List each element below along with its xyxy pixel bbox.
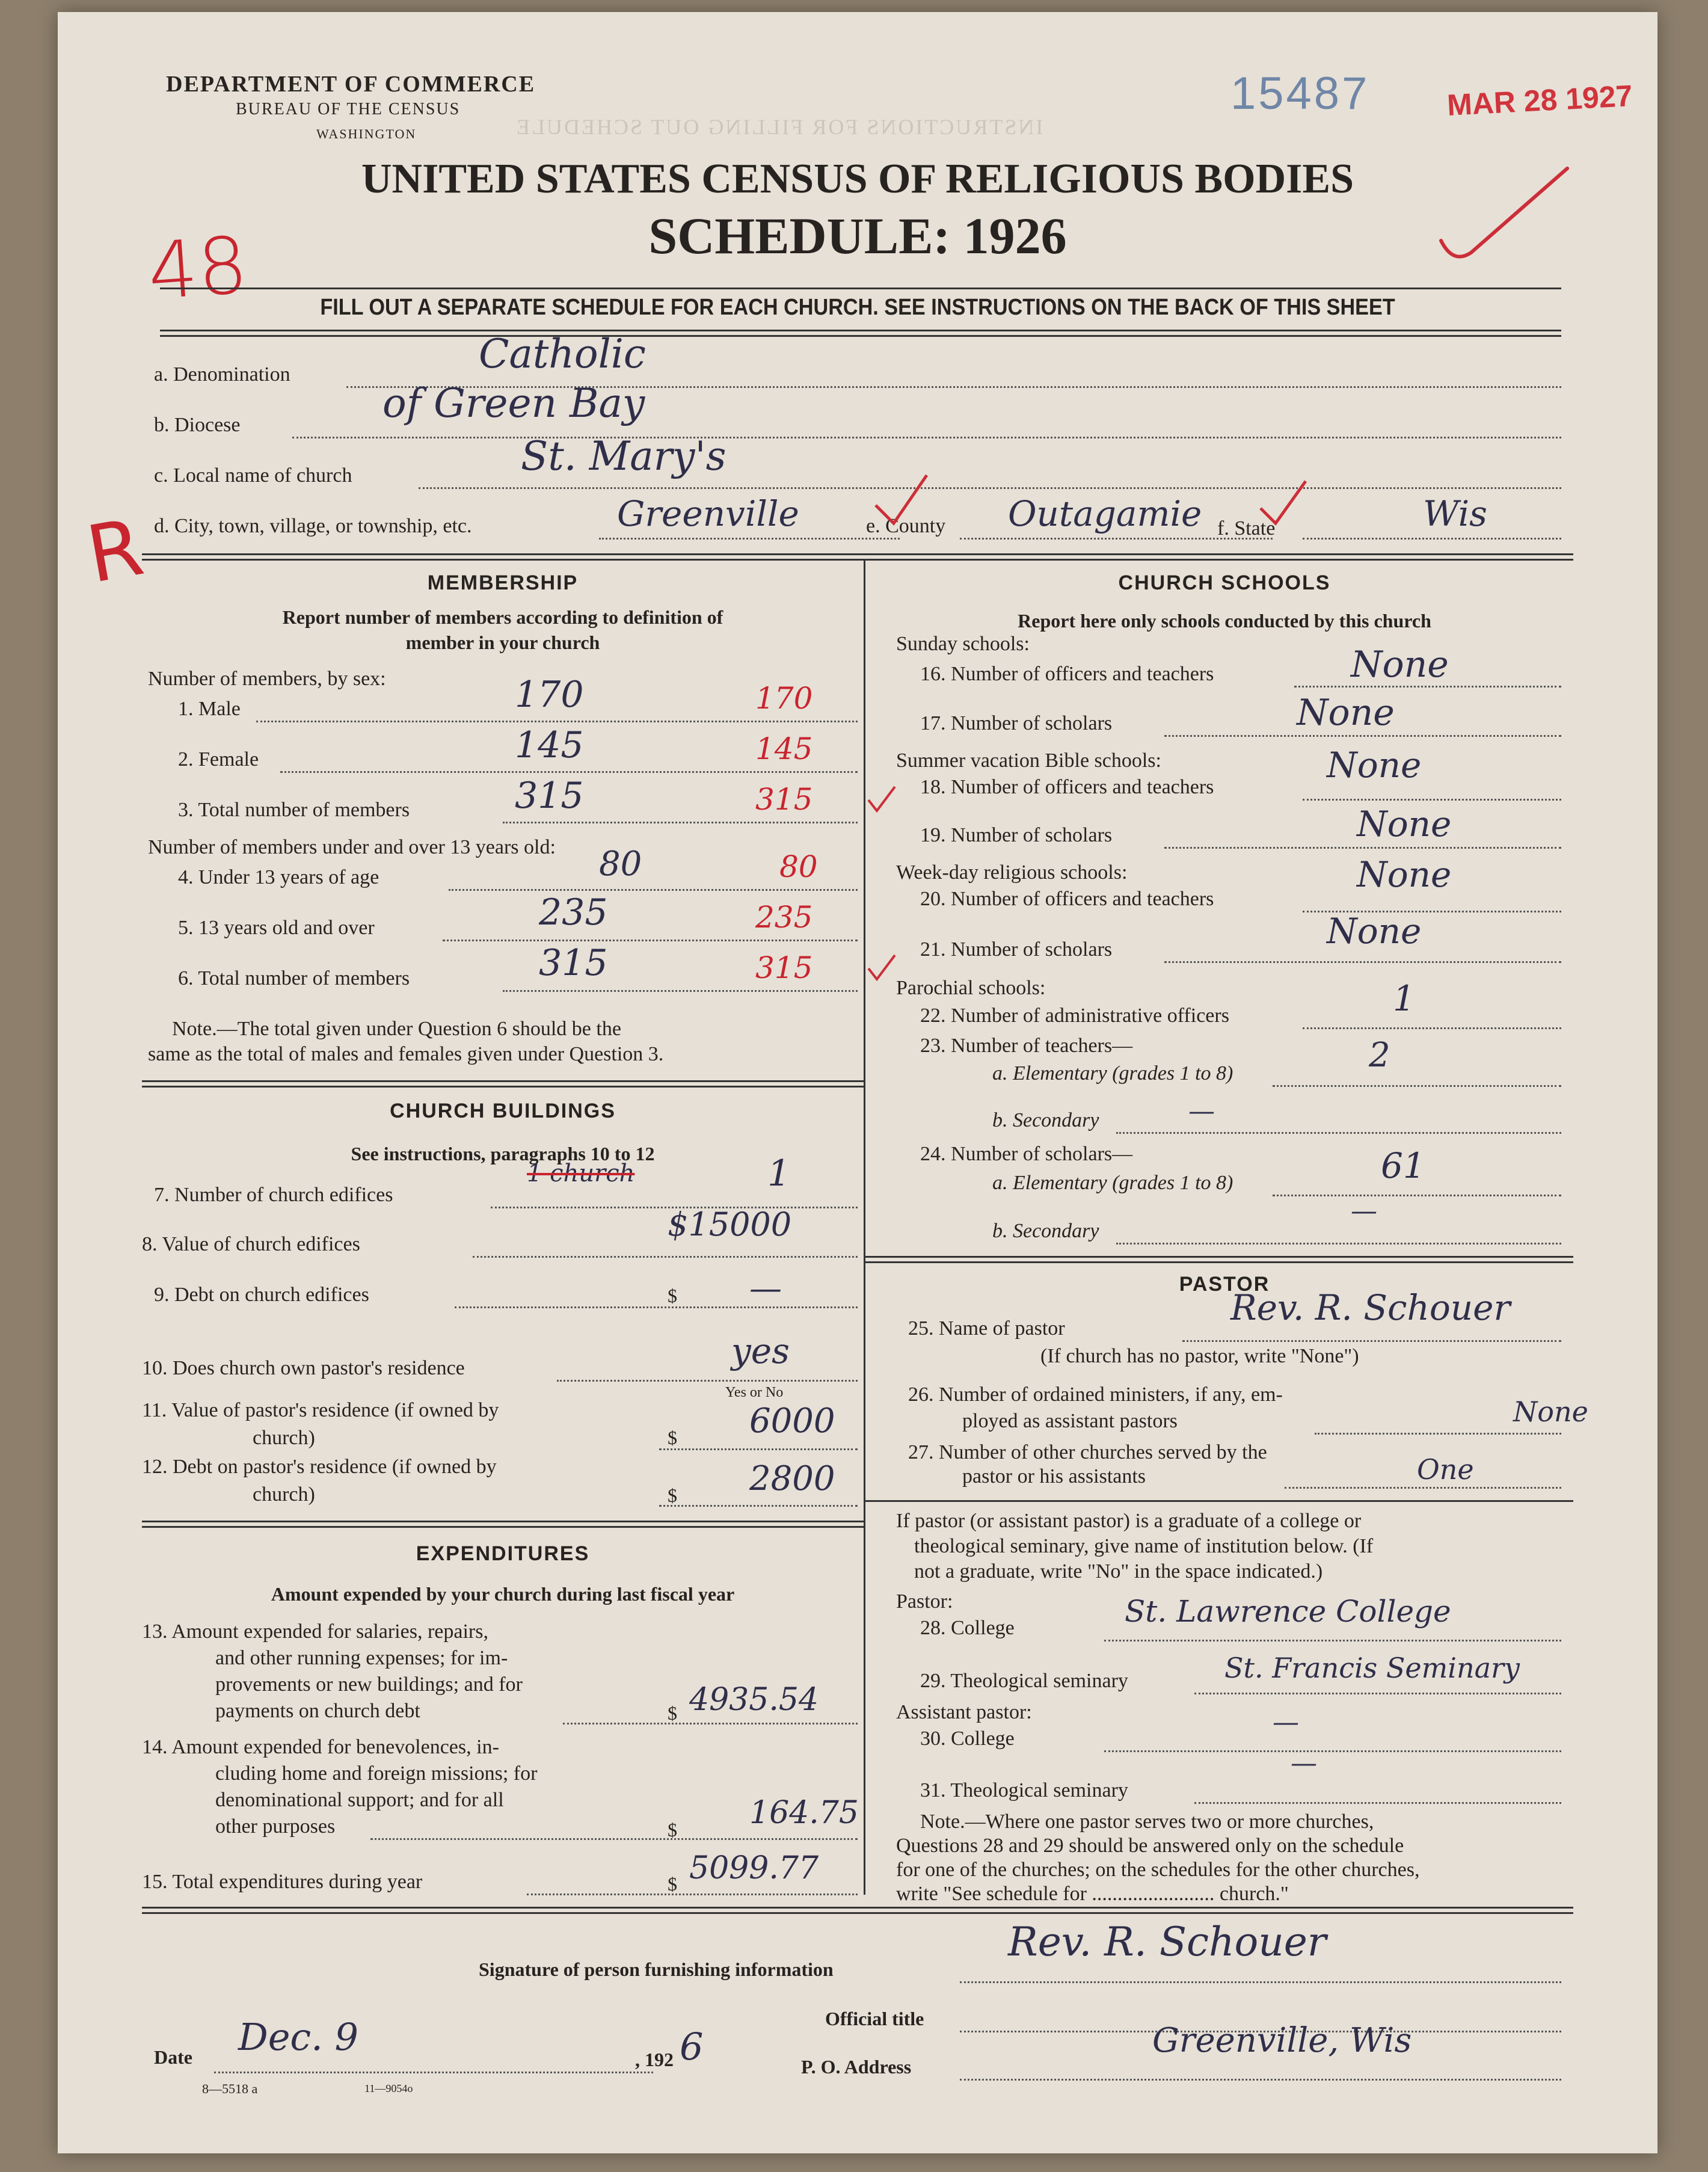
state-label: f. State [1217,517,1276,540]
edifice-debt-line [455,1306,858,1308]
assistant-pastor-subheading: Assistant pastor: [896,1701,1032,1723]
city-line [599,538,900,540]
edifice-debt-value[interactable]: — [749,1269,782,1307]
edifice-value-line [473,1256,858,1258]
state-value[interactable]: Wis [1423,493,1487,534]
q27-label-2: pastor or his assistants [962,1465,1146,1487]
q24a-value[interactable]: 61 [1381,1145,1425,1186]
expenditures-title: EXPENDITURES [416,1542,590,1565]
expenditures-subtitle: Amount expended by your church during last fiscal year [271,1583,735,1605]
weekday-schools-label: Week-day religious schools: [896,861,1128,884]
yes-no-hint: Yes or No [725,1385,784,1400]
church-edifices-label: 7. Number of church edifices [154,1184,393,1206]
city-heading: WASHINGTON [316,126,417,141]
marginal-number: 48 [144,219,251,318]
denomination-value[interactable]: Catholic [479,331,646,377]
q20-label: 20. Number of officers and teachers [920,888,1214,910]
pastor-rule [864,1500,1573,1502]
q24a-line [1273,1195,1561,1196]
residence-value[interactable]: 6000 [749,1401,835,1441]
q30-line [1104,1750,1561,1752]
q16-value[interactable]: None [1351,644,1449,686]
q17-value[interactable]: None [1297,692,1395,734]
total-by-age-label: 6. Total number of members [178,967,410,989]
q28-line [1104,1640,1561,1641]
q29-label: 29. Theological seminary [920,1670,1128,1692]
buildings-subtitle: See instructions, paragraphs 10 to 12 [351,1143,655,1164]
under-13-check-value: 80 [779,849,818,884]
q22-line [1303,1027,1561,1029]
q22-label: 22. Number of administrative officers [920,1004,1229,1027]
q14-line-1: 14. Amount expended for benevolences, in- [142,1736,499,1758]
q15-label: 15. Total expenditures during year [142,1871,423,1893]
signature-line [960,1981,1561,1983]
q21-label: 21. Number of scholars [920,938,1113,961]
red-tick-icon [864,782,900,818]
q31-line [1194,1802,1561,1804]
q19-value[interactable]: None [1357,804,1452,844]
q14-line-4: other purposes [215,1815,336,1838]
residence-debt-label-2: church) [253,1483,315,1506]
q25-line [1182,1340,1561,1342]
column-divider [864,559,865,1895]
church-edifices-value[interactable]: 1 [767,1152,791,1195]
q19-label: 19. Number of scholars [920,824,1113,846]
county-value[interactable]: Outagamie [1008,493,1202,534]
q14-line [370,1838,858,1840]
church-edifices-struck: 1 church [527,1160,635,1187]
q24b-label: b. Secondary [992,1220,1099,1242]
department-heading: DEPARTMENT OF COMMERCE [166,72,536,97]
q13-dollar: $ [668,1702,677,1724]
q27-value[interactable]: One [1417,1453,1474,1486]
q18-line [1303,799,1561,801]
q31-value[interactable]: — [1291,1748,1317,1779]
q14-value[interactable]: 164.75 [749,1795,859,1831]
q23b-label: b. Secondary [992,1109,1099,1131]
q17-label: 17. Number of scholars [920,712,1113,734]
over-13-label: 5. 13 years old and over [178,917,375,939]
q16-label: 16. Number of officers and teachers [920,663,1214,685]
over-13-line [443,940,858,941]
residence-debt-label: 12. Debt on pastor's residence (if owned by [142,1456,497,1478]
state-line [1303,538,1561,540]
residence-value-dollar: $ [668,1427,677,1448]
q15-value[interactable]: 5099.77 [689,1850,819,1886]
footer-rule [142,1907,1573,1914]
q26-label-1: 26. Number of ordained ministers, if any, em- [908,1383,1283,1406]
owns-residence-label: 10. Does church own pastor's residence [142,1357,465,1379]
residence-value-line [659,1448,858,1450]
over-13-check-value: 235 [755,900,813,935]
male-value[interactable]: 170 [515,674,584,716]
parochial-schools-label: Parochial schools: [896,977,1046,999]
sunday-schools-label: Sunday schools: [896,633,1030,655]
q27-line [1285,1487,1561,1489]
q18-value[interactable]: None [1327,745,1422,786]
q23a-label: a. Elementary (grades 1 to 8) [992,1062,1233,1084]
local-name-label: c. Local name of church [154,464,352,487]
local-name-value[interactable]: St. Mary's [521,433,727,479]
q26-line [1315,1433,1561,1435]
q25-label: 25. Name of pastor [908,1317,1065,1340]
q23b-value[interactable]: — [1188,1096,1215,1127]
po-address-label: P. O. Address [801,2056,912,2078]
under-13-value[interactable]: 80 [599,844,642,884]
q13-line [563,1723,858,1724]
male-check-value: 170 [755,681,813,716]
q18-label: 18. Number of officers and teachers [920,776,1214,798]
q24b-line [1116,1243,1561,1244]
denomination-label: a. Denomination [154,363,290,386]
q30-label: 30. College [920,1727,1015,1750]
official-title-label: Official title [825,2008,924,2029]
date-label: Date [154,2046,192,2068]
q24a-label: a. Elementary (grades 1 to 8) [992,1172,1233,1194]
pastor-note-2: Questions 28 and 29 should be answered only on the schedule [896,1835,1404,1857]
q24b-value[interactable]: — [1351,1196,1377,1226]
residence-value-label: 11. Value of pastor's residence (if owned by [142,1399,499,1421]
owns-residence-value[interactable]: yes [731,1331,790,1371]
total-by-age-value[interactable]: 315 [539,942,608,984]
q28-value[interactable]: St. Lawrence College [1125,1594,1451,1629]
q15-line [527,1894,858,1895]
date-value[interactable]: Dec. 9 [238,2015,358,2059]
female-value[interactable]: 145 [515,724,584,766]
stamp-number: 15487 [1230,68,1370,119]
schedule-title: SCHEDULE: 1926 [648,207,1067,265]
under-13-line [449,889,858,891]
female-check-value: 145 [755,731,813,766]
schools-title: CHURCH SCHOOLS [1118,571,1331,594]
owns-residence-line [557,1380,858,1382]
q13-line-1: 13. Amount expended for salaries, repairs, [142,1620,488,1643]
form-title: UNITED STATES CENSUS OF RELIGIOUS BODIES [361,156,1354,202]
pastor-title: PASTOR [1179,1273,1270,1296]
q23a-line [1273,1085,1561,1087]
total-by-age-check-value: 315 [755,950,813,985]
q26-value[interactable]: None [1513,1395,1588,1428]
q14-line-2: cluding home and foreign missions; for [215,1762,538,1785]
q24-label: 24. Number of scholars— [920,1143,1133,1165]
q13-line-3: provements or new buildings; and for [215,1673,523,1696]
banner-instruction: FILL OUT A SEPARATE SCHEDULE FOR EACH CHURCH. SEE INSTRUCTIONS ON THE BACK OF THIS SHEET [320,295,1395,320]
membership-note-1: Note.—The total given under Question 6 should be the [172,1018,621,1040]
total-members-label: 3. Total number of members [178,799,410,821]
pastor-note-4: write "See schedule for ........................ church." [896,1883,1289,1905]
q23b-line [1116,1132,1561,1134]
q23a-value[interactable]: 2 [1369,1036,1390,1075]
pastor-note-1: Note.—Where one pastor serves two or more churches, [920,1811,1374,1833]
q30-value[interactable]: — [1273,1707,1299,1738]
q17-line [1164,735,1561,737]
male-label: 1. Male [178,698,241,720]
q27-label-1: 27. Number of other churches served by the [908,1441,1267,1463]
po-address-value[interactable]: Greenville, Wis [1152,2021,1412,2060]
q19-line [1164,847,1561,849]
q25-note: (If church has no pastor, write "None") [1040,1345,1359,1367]
city-value[interactable]: Greenville [617,493,799,534]
total-by-age-line [503,990,858,992]
diocese-label: b. Diocese [154,414,241,436]
buildings-title: CHURCH BUILDINGS [390,1100,616,1122]
county-label: e. County [866,515,946,537]
red-check-mark-icon [1435,162,1573,277]
residence-debt-dollar: $ [668,1484,677,1506]
pastor-subheading: Pastor: [896,1590,953,1613]
q13-line-4: payments on church debt [215,1700,420,1722]
q14-line-3: denominational support; and for all [215,1789,504,1811]
q28-label: 28. College [920,1617,1015,1639]
buildings-rule [142,1521,864,1528]
q13-line-2: and other running expenses; for im- [215,1647,508,1669]
banner-rule-bottom [160,330,1561,337]
diocese-value[interactable]: of Green Bay [382,380,645,426]
red-tick-icon [864,950,900,986]
membership-rule [142,1080,864,1088]
under-13-label: 4. Under 13 years of age [178,866,379,888]
membership-intro-2: member in your church [405,632,600,653]
q26-label-2: ployed as assistant pastors [962,1410,1178,1432]
red-tick-icon [870,469,930,529]
signature-value[interactable]: Rev. R. Schouer [1008,1919,1327,1965]
diocese-line [292,437,1561,438]
q31-label: 31. Theological seminary [920,1779,1128,1801]
year-digit-value[interactable]: 6 [680,2025,704,2069]
total-members-line [503,822,858,823]
q13-value[interactable]: 4935.54 [689,1682,819,1718]
edifice-value-label: 8. Value of church edifices [142,1233,360,1255]
date-line [214,2072,653,2073]
pastor-name-value[interactable]: Rev. R. Schouer [1230,1287,1511,1328]
po-address-line [960,2079,1561,2081]
city-label: d. City, town, village, or township, etc. [154,515,472,537]
local-name-line [419,487,1561,489]
identity-rule [142,553,1573,561]
form-number: 8—5518 a [202,2081,258,2096]
graduate-instruction-3: not a graduate, write "No" in the space indicated.) [914,1560,1323,1583]
red-tick-icon [1255,475,1309,529]
q29-value[interactable]: St. Francis Seminary [1224,1652,1520,1684]
year-prefix: , 192 [635,2049,674,2070]
print-number: 11—9054o [364,2082,413,2094]
male-line [256,721,858,722]
q21-line [1164,961,1561,963]
q15-dollar: $ [668,1873,677,1895]
membership-title: MEMBERSHIP [427,571,579,594]
q20-value[interactable]: None [1357,854,1452,895]
bleed-through-title: INSTRUCTIONS FOR FILLING OUT SCHEDULE [515,115,1043,139]
total-members-value[interactable]: 315 [515,775,584,817]
membership-intro-1: Report number of members according to definition of [282,606,723,628]
q23-label: 23. Number of teachers— [920,1035,1133,1057]
edifice-value[interactable]: $15000 [668,1205,792,1243]
summer-schools-label: Summer vacation Bible schools: [896,749,1161,772]
over-13-value[interactable]: 235 [539,891,608,934]
members-by-age-label: Number of members under and over 13 years old: [148,836,556,858]
q22-value[interactable]: 1 [1393,978,1415,1019]
q29-line [1194,1693,1561,1694]
edifice-debt-dollar: $ [668,1285,677,1306]
q14-dollar: $ [668,1819,677,1841]
q16-line [1294,686,1561,688]
membership-note-2: same as the total of males and females given under Question 3. [148,1043,664,1065]
census-schedule-sheet [58,12,1657,2153]
residence-debt-value[interactable]: 2800 [749,1459,835,1498]
marginal-letter: R [80,501,150,601]
graduate-instruction-2: theological seminary, give name of institution below. (If [914,1535,1374,1557]
pastor-note-3: for one of the churches; on the schedules for the other churches, [896,1859,1420,1881]
q21-value[interactable]: None [1327,911,1422,952]
members-by-sex-label: Number of members, by sex: [148,668,386,690]
schools-rule [864,1256,1573,1263]
edifice-debt-label: 9. Debt on church edifices [154,1284,369,1306]
residence-debt-line [659,1505,858,1507]
schools-subtitle: Report here only schools conducted by this church [1018,610,1431,632]
female-label: 2. Female [178,748,259,771]
residence-value-label-2: church) [253,1427,315,1449]
received-date-stamp: MAR 28 1927 [1446,78,1633,123]
bureau-heading: BUREAU OF THE CENSUS [236,100,461,118]
total-members-check-value: 315 [755,782,813,817]
graduate-instruction-1: If pastor (or assistant pastor) is a graduate of a college or [896,1510,1362,1532]
female-line [280,771,858,773]
signature-label: Signature of person furnishing information [479,1958,834,1980]
banner-rule-top [160,288,1561,289]
